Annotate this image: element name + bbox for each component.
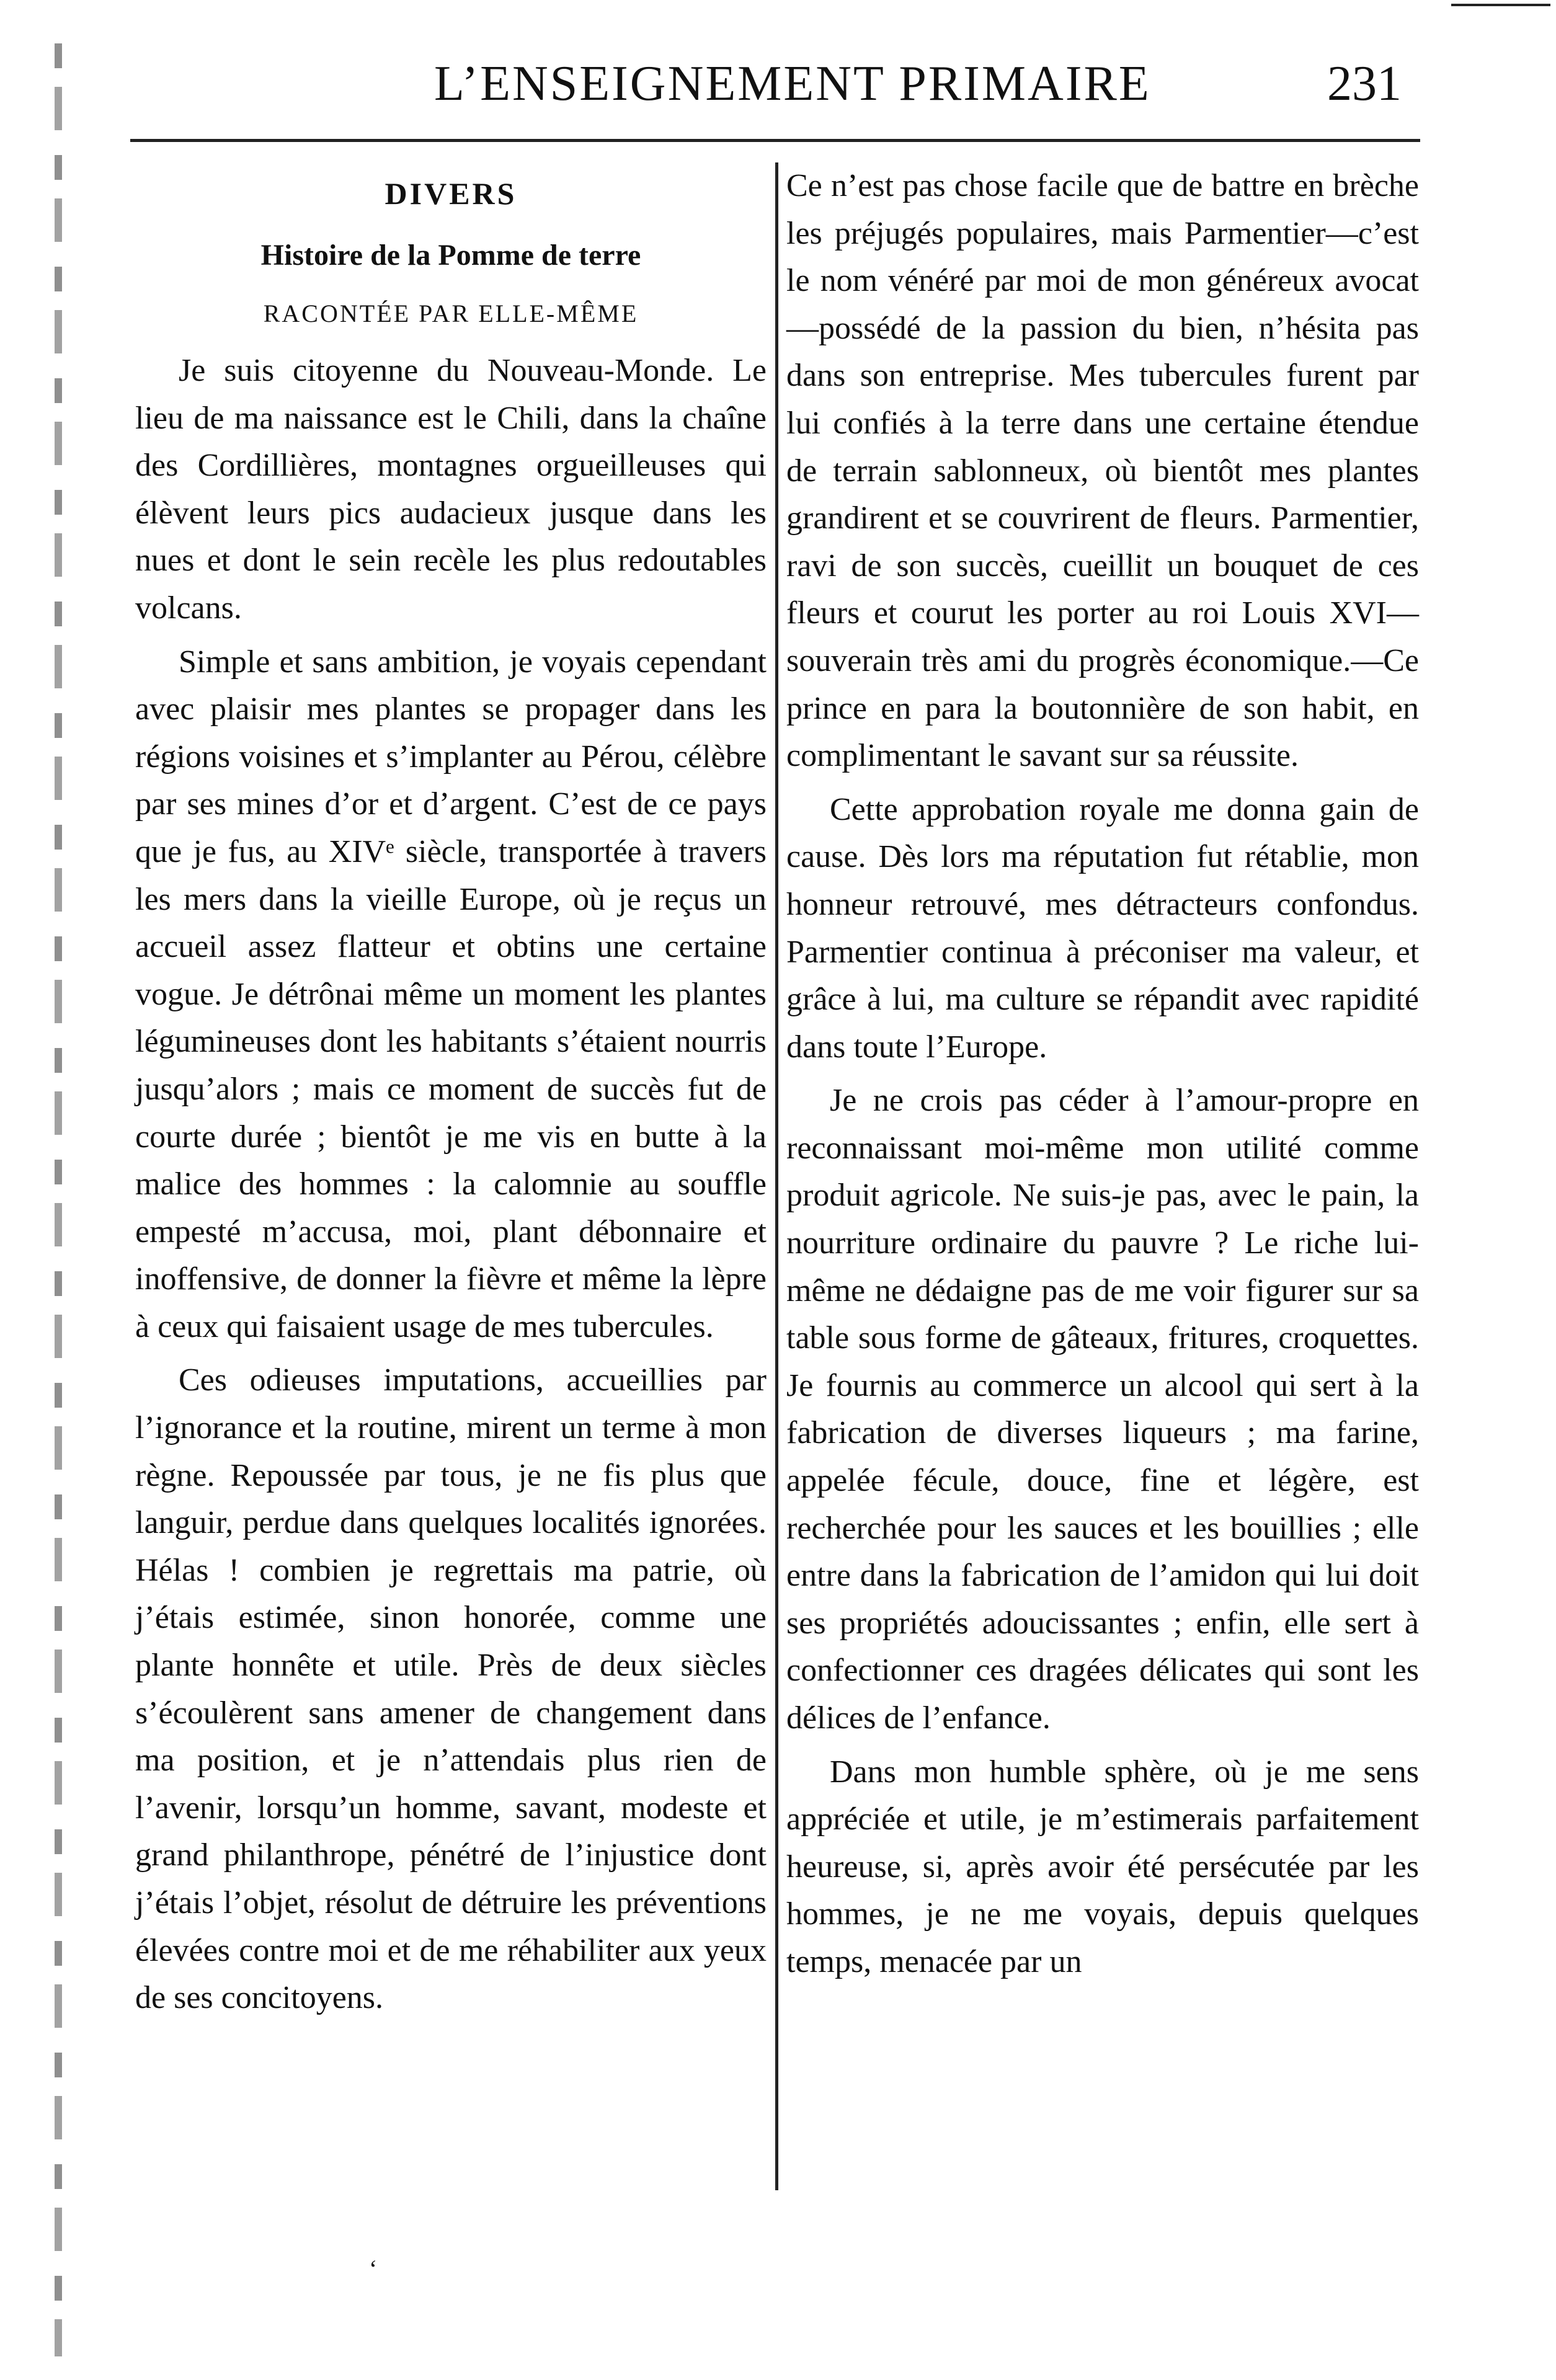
running-title: L’ENSEIGNEMENT PRIMAIRE	[434, 56, 1151, 111]
header-rule	[130, 139, 1420, 142]
paragraph: Simple et sans ambition, je voyais cependant avec plaisir mes plantes se propager dans les régions voisines et s’implanter au Pérou, célèbre par ses mines d’or et d’argent. C’est de ce pays que je fus, au XIVᵉ siècle, transportée à travers les mers dans la vieille Europe, où je reçus un accueil assez flatteur et obtins une certaine vogue. Je détrônai même un moment les plantes légumineuses dont les habitants s’étaient nourris jusqu’alors ; mais ce moment de succès fut de courte durée ; bientôt je me vis en butte à la malice des hommes : la calomnie au souffle empesté m’accusa, moi, plant débonnaire et inoffensive, de donner la fièvre et même la lèpre à ceux qui faisaient usage de mes tubercules.	[135, 644, 767, 1344]
stray-ink-mark: ‘	[369, 2255, 378, 2283]
paragraph: Dans mon humble sphère, où je me sens appréciée et utile, je m’estimerais parfaitement heureuse, si, après avoir été persécutée par les hommes, je ne me voyais, depuis quelques temps, menacée par un	[786, 1754, 1419, 1979]
column-divider	[775, 162, 778, 2190]
paragraph: Ces odieuses imputations, accueillies par l’ignorance et la routine, mirent un terme à mon règne. Repoussée par tous, je ne fis plus que languir, perdue dans quelques localités ignorées. Hélas ! combien je regrettais ma patrie, où j’étais estimée, sinon honorée, comme une plante honnête et utile. Près de deux siècles s’écoulèrent sans amener de changement dans ma position, et je n’attendais plus rien de l’avenir, lorsqu’un homme, savant, modeste et grand philanthrope, pénétré de l’injustice dont j’étais l’objet, résolut de détruire les préventions élevées contre moi et de me réhabiliter aux yeux de ses concitoyens.	[135, 1362, 767, 2016]
article-subtitle: RACONTÉE PAR ELLE-MÊME	[263, 300, 639, 327]
paragraph: Ce n’est pas chose facile que de battre en brèche les préjugés populaires, mais Parmentier—c’est le nom vénéré par moi de mon généreux avocat—possédé de la passion du bien, n’hésita pas dans son entreprise. Mes tubercules furent par lui confiés à la terre dans une certaine étendue de terrain sablonneux, où bientôt mes plantes grandirent et se couvrirent de fleurs. Parmentier, ravi de son succès, cueillit un bouquet de ces fleurs et courut les porter au roi Louis XVI—souverain très ami du progrès économique.—Ce prince en para la boutonnière de son habit, en complimentant le savant sur sa réussite.	[786, 168, 1419, 774]
right-column	[786, 162, 1419, 1986]
left-column	[135, 162, 767, 2022]
article-title: Histoire de la Pomme de terre	[260, 239, 641, 272]
section-heading: DIVERS	[385, 176, 517, 211]
paragraph: Je suis citoyenne du Nouveau-Monde. Le lieu de ma naissance est le Chili, dans la chaîne des Cordillières, montagnes orgueilleuses qui élèvent leurs pics audacieux jusque dans les nues et dont le sein recèle les plus redoutables volcans.	[135, 353, 767, 626]
page-number: 231	[1327, 56, 1402, 111]
top-edge-rule	[1451, 4, 1550, 6]
paragraph: Je ne crois pas céder à l’amour-propre en reconnaissant moi-même mon utilité comme produit agricole. Ne suis-je pas, avec le pain, la nourriture ordinaire du pauvre ? Le riche lui-même ne dédaigne pas de me voir figurer sur sa table sous forme de gâteaux, fritures, croquettes. Je fournis au commerce un alcool qui sert à la fabrication de diverses liqueurs ; ma farine, appelée fécule, douce, fine et légère, est recherchée pour les sauces et les bouillies ; elle entre dans la fabrication de l’amidon qui lui doit ses propriétés adoucissantes ; enfin, elle sert à confectionner ces dragées délicates qui sont les délices de l’enfance.	[786, 1083, 1419, 1736]
scan-binding-edge	[55, 43, 62, 2356]
running-header	[0, 50, 1556, 124]
paragraph: Cette approbation royale me donna gain de cause. Dès lors ma réputation fut rétablie, mon honneur retrouvé, mes détracteurs confondus. Parmentier continua à préconiser ma valeur, et grâce à lui, ma culture se répandit avec rapidité dans toute l’Europe.	[786, 791, 1419, 1065]
